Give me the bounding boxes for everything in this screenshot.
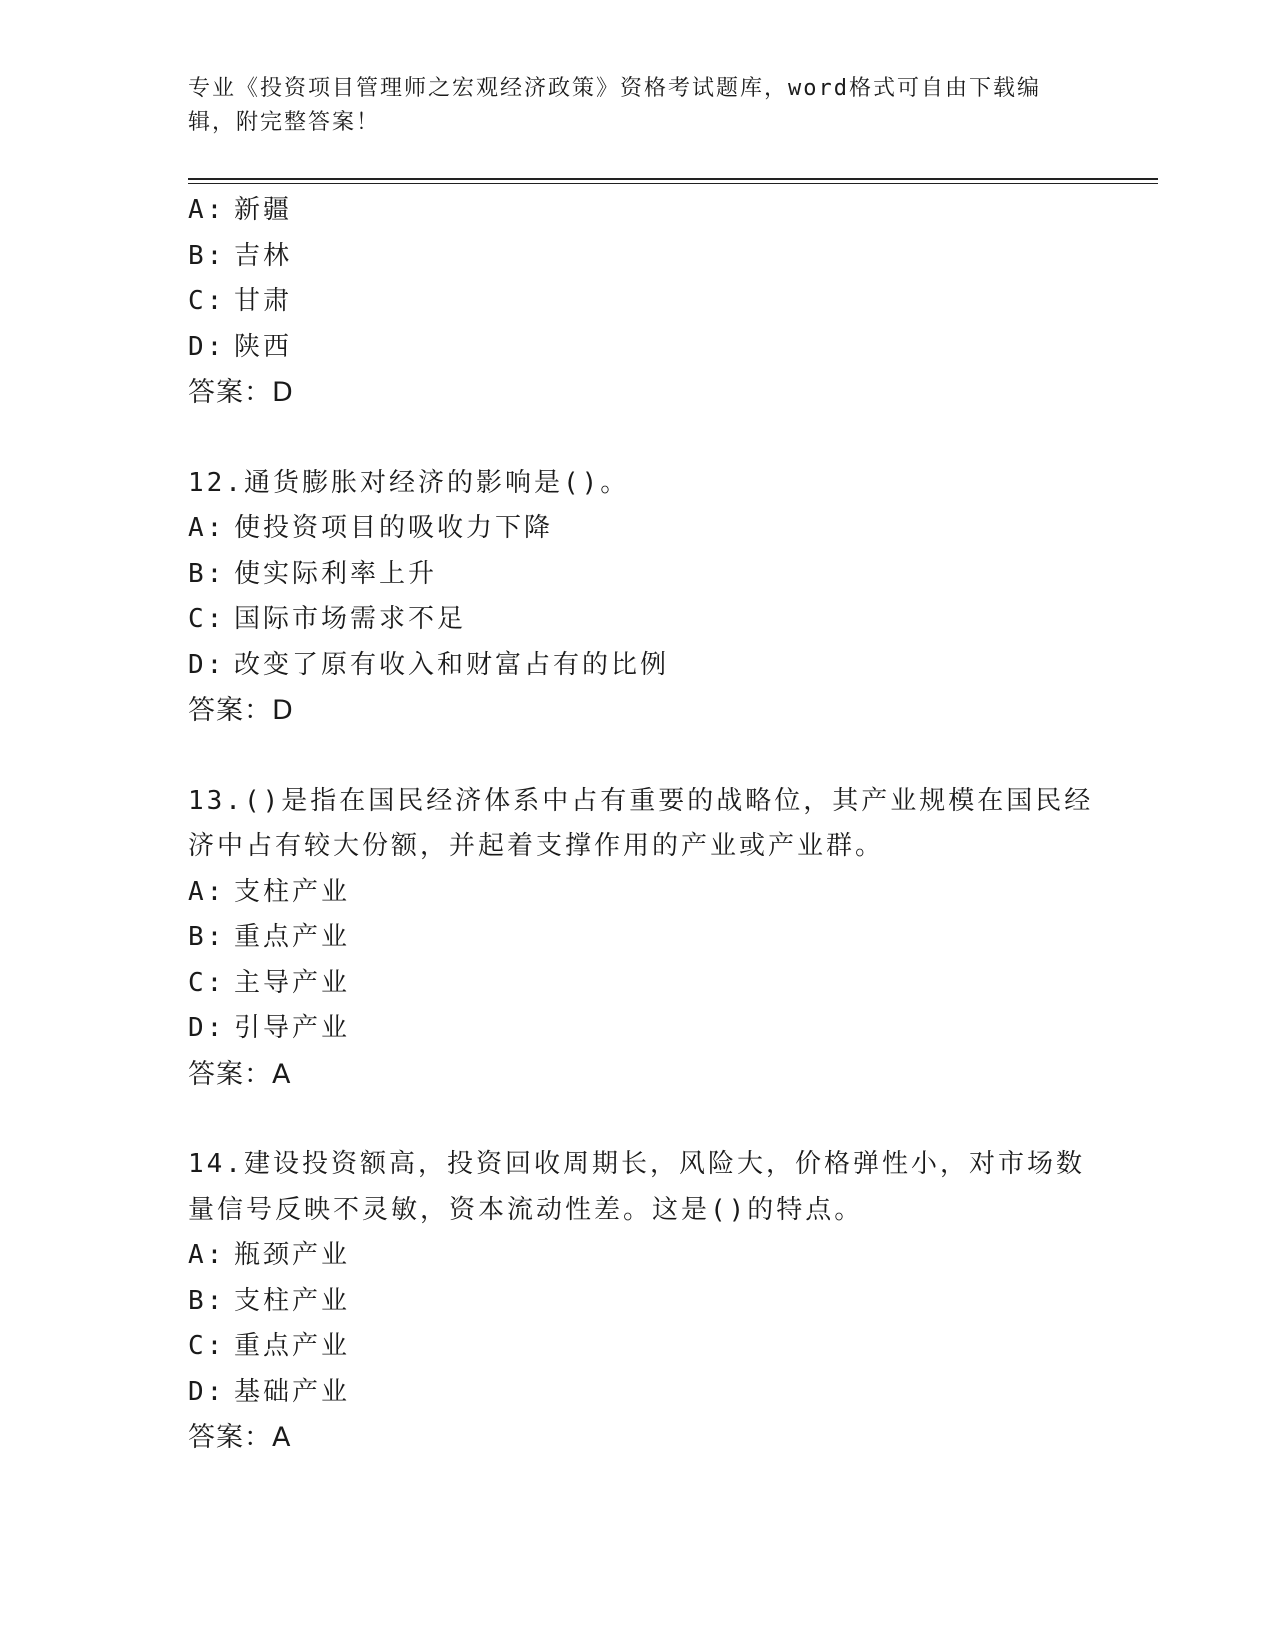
question-stem-line-1: 13.()是指在国民经济体系中占有重要的战略位，其产业规模在国民经 (188, 785, 1094, 816)
option-b (188, 1279, 1088, 1325)
question-stem: 12.通货膨胀对经济的影响是()。 (188, 467, 630, 498)
option-d (188, 1370, 1088, 1416)
option-label: D: (188, 1376, 226, 1407)
document-header-intro: 专业《投资项目管理师之宏观经济政策》资格考试题库，word格式可自由下载编辑，附完整答案！ (188, 76, 1041, 135)
option-a (188, 870, 1088, 916)
option-label: A: (188, 195, 226, 225)
answer-line: 答案：A (188, 1058, 292, 1090)
option-text: 支柱产业 (234, 876, 351, 907)
option-text: 新疆 (234, 195, 293, 225)
answer-line: 答案：D (188, 377, 294, 408)
answer-line: 答案：D (188, 695, 294, 726)
option-label: A: (188, 1240, 226, 1270)
option-text: 重点产业 (234, 1331, 351, 1361)
question-block-14 (188, 1142, 1088, 1461)
header-divider (188, 178, 1158, 184)
question-block-12 (188, 461, 1088, 734)
option-text: 吉林 (234, 240, 293, 271)
option-text: 支柱产业 (234, 1285, 351, 1316)
option-c (188, 279, 1088, 325)
option-c (188, 1324, 1088, 1370)
option-label: D: (188, 1013, 226, 1043)
option-c (188, 597, 1088, 643)
option-text: 甘肃 (234, 286, 293, 316)
option-text: 重点产业 (234, 922, 351, 952)
option-text: 基础产业 (234, 1376, 351, 1407)
option-c (188, 961, 1088, 1007)
option-text: 国际市场需求不足 (234, 604, 467, 634)
option-d (188, 325, 1088, 371)
option-b (188, 234, 1088, 280)
option-text: 引导产业 (234, 1013, 351, 1043)
option-label: D: (188, 649, 226, 680)
option-label: B: (188, 558, 226, 589)
question-stem-line-1: 14.建设投资额高，投资回收周期长，风险大，价格弹性小，对市场数 (188, 1149, 1085, 1179)
option-label: B: (188, 1285, 226, 1316)
option-text: 使实际利率上升 (234, 558, 438, 589)
question-stem-line-2: 量信号反映不灵敏，资本流动性差。这是()的特点。 (188, 1194, 864, 1225)
question-stem-line-2: 济中占有较大份额，并起着支撑作用的产业或产业群。 (188, 831, 885, 861)
option-label: C: (188, 967, 226, 998)
question-list (188, 188, 1094, 1461)
spacer (188, 1097, 1088, 1142)
question-block-prev (188, 188, 1088, 416)
option-label: C: (188, 1331, 226, 1361)
option-label: C: (188, 604, 226, 634)
option-b (188, 915, 1088, 961)
option-label: B: (188, 922, 226, 952)
option-text: 主导产业 (234, 967, 351, 998)
option-text: 改变了原有收入和财富占有的比例 (234, 649, 670, 680)
option-text: 使投资项目的吸收力下降 (234, 513, 554, 543)
option-a (188, 188, 1088, 234)
option-a (188, 1233, 1088, 1279)
spacer (188, 416, 1088, 461)
spacer (188, 734, 1088, 779)
option-b (188, 552, 1088, 598)
option-text: 陕西 (234, 331, 293, 362)
option-label: A: (188, 876, 226, 907)
option-text: 瓶颈产业 (234, 1240, 351, 1270)
option-label: B: (188, 240, 226, 271)
option-label: A: (188, 513, 226, 543)
option-label: C: (188, 286, 226, 316)
question-block-13 (188, 779, 1094, 1098)
answer-line: 答案：A (188, 1422, 292, 1453)
option-d (188, 643, 1088, 689)
option-a (188, 506, 1088, 552)
option-d (188, 1006, 1088, 1052)
option-label: D: (188, 331, 226, 362)
